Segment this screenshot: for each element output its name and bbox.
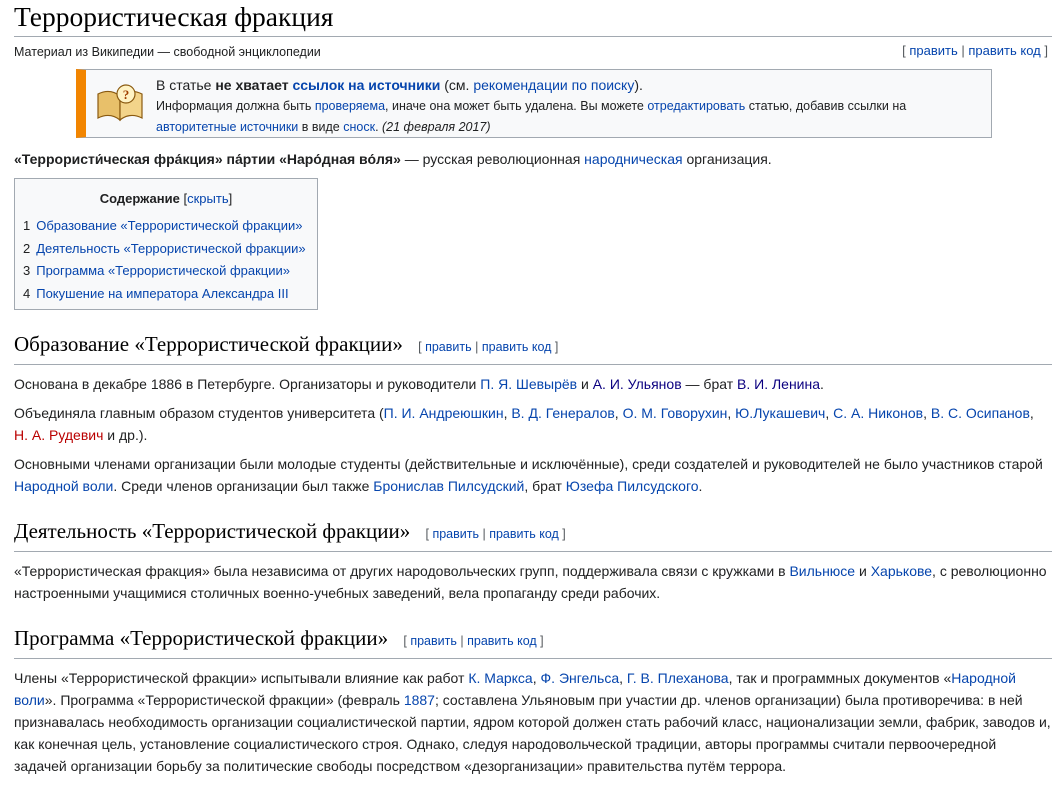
toc-item[interactable]: 4 Покушение на императора Александра III — [23, 286, 289, 302]
person-link[interactable]: П. И. Андреюшкин — [383, 405, 504, 421]
edit-code-link[interactable]: править код — [467, 634, 537, 648]
section-edit-links: [ править | править код ] — [418, 340, 559, 354]
person-link[interactable]: О. М. Говорухин — [622, 405, 728, 421]
edit-code-link[interactable]: править код — [968, 43, 1041, 58]
site-sub-row — [14, 37, 1052, 63]
person-link[interactable]: В. И. Ленина — [737, 376, 821, 392]
section-program — [14, 624, 1052, 777]
site-sub: Материал из Википедии — свободной энциклопедии — [14, 45, 321, 59]
person-link[interactable]: В. С. Осипанов — [930, 405, 1030, 421]
article-link[interactable]: Народной воли — [14, 670, 1016, 708]
paragraph: Основными членами организации были молодые студенты (действительные и исключённые), среди создателей и руководителей не было участников старой Народной воли. Среди членов организации был также Бронислав Пилсудский, брат Юзефа Пилсудского. — [14, 456, 1043, 494]
paragraph: Основана в декабре 1886 в Петербурге. Организаторы и руководители П. Я. Шевырёв и А. И. Ульянов — брат В. И. Ленина. — [14, 376, 824, 392]
year-link[interactable]: 1887 — [403, 692, 435, 708]
paragraph: Объединяла главным образом студентов университета (П. И. Андреюшкин, В. Д. Генералов, О. М. Говорухин, Ю.Лукашевич, С. А. Никонов, В. С. Осипанов, Н. А. Рудевич и др.). — [14, 405, 1034, 443]
search-guide-link[interactable]: рекомендации по поиску — [473, 77, 635, 93]
toc-list — [15, 215, 317, 306]
article-link[interactable]: Народной воли — [14, 478, 114, 494]
toc-item[interactable]: 3 Программа «Террористической фракции» — [23, 263, 291, 279]
sources-link[interactable]: ссылок на источники — [292, 77, 441, 93]
narodnik-link[interactable]: народническая — [584, 151, 683, 167]
person-link[interactable]: С. А. Никонов — [833, 405, 924, 421]
edit-article-link[interactable]: отредактировать — [647, 99, 746, 113]
person-link[interactable]: Юзефа Пилсудского — [565, 478, 699, 494]
city-link[interactable]: Харькове — [870, 563, 933, 579]
book-question-icon — [96, 84, 144, 124]
footnotes-link[interactable]: сноск — [343, 120, 376, 134]
edit-code-link[interactable]: править код — [489, 527, 559, 541]
section-edit-links: [ править | править код ] — [403, 634, 544, 648]
title-edit-links: [ править | править код ] — [902, 43, 1048, 58]
reliable-sources-link[interactable]: авторитетные источники — [156, 120, 299, 134]
table-of-contents: Содержание [скрыть] 1 Образование «Террористической фракции» 2 Деятельность «Террористической фракции» 3 Программа «Террористической фракции» 4 Покушение на императора Александра III — [14, 178, 318, 310]
person-link[interactable]: А. И. Ульянов — [592, 376, 682, 392]
section-activity — [14, 517, 1052, 604]
section-heading: Образование «Террористической фракции» [ править | править код ] — [14, 330, 1052, 365]
city-link[interactable]: Вильнюсе — [789, 563, 856, 579]
svg-text:?: ? — [122, 87, 130, 102]
edit-link[interactable]: править — [432, 527, 479, 541]
person-link[interactable]: Г. В. Плеханова — [626, 670, 729, 686]
toc-item[interactable]: 2 Деятельность «Террористической фракции» — [23, 240, 306, 256]
toc-hide-toggle[interactable]: скрыть — [187, 191, 229, 206]
person-link[interactable]: Ф. Энгельса — [540, 670, 620, 686]
section-heading: Деятельность «Террористической фракции» [ править | править код ] — [14, 517, 1052, 552]
paragraph: «Террористическая фракция» была независима от других народовольческих групп, поддерживала связи с кружками в Вильнюсе и Харькове, с революционно настроенными учащимися столичных военно-учебных заведений, вела пропаганду среди рабочих. — [14, 563, 1047, 601]
section-heading: Программа «Террористической фракции» [ править | править код ] — [14, 624, 1052, 659]
paragraph: Члены «Террористической фракции» испытывали влияние как работ К. Маркса, Ф. Энгельса, Г. В. Плеханова, так и программных документов «Народной воли». Программа «Террористической фракции» (февраль 1887; составлена Ульяновым при участии др. членов организации) была противоречива: в ней признавалась необходимость организации социалистической партии, ядром которой должен стать рабочий класс, национализации земли, фабрик, заводов и, как конечная цель, установление социалистического строя. Однако, следуя народовольческой традиции, авторы программы считали первоочередной задачей организации борьбу за политические свободы посредством «дезорганизации» правительства путём террора. — [14, 670, 1051, 774]
person-link[interactable]: Ю.Лукашевич — [735, 405, 826, 421]
section-edit-links: [ править | править код ] — [425, 527, 566, 541]
edit-link[interactable]: править — [410, 634, 457, 648]
person-link[interactable]: В. Д. Генералов — [511, 405, 615, 421]
person-link[interactable]: Бронислав Пилсудский — [373, 478, 525, 494]
toc-title: Содержание — [99, 191, 180, 206]
person-link[interactable]: П. Я. Шевырёв — [480, 376, 578, 392]
page-title: Террористическая фракция — [14, 0, 1052, 37]
edit-link[interactable]: править — [909, 43, 958, 58]
lead-paragraph: «Террористи́ческая фра́кция» па́ртии «Наро́дная во́ля» — русская революционная народническая организация. — [14, 151, 772, 167]
toc-item[interactable]: 1 Образование «Террористической фракции» — [23, 218, 303, 233]
person-redlink[interactable]: Н. А. Рудевич — [14, 427, 104, 443]
refimprove-notice: ? В статье не хватает ссылок на источники (см. рекомендации по поиску). Информация должна быть проверяема, иначе она может быть удалена. Вы можете отредактировать статью, добавив ссылки на авторитетные источники в виде сноск. (21 февраля 2017) — [76, 69, 992, 138]
edit-link[interactable]: править — [425, 340, 472, 354]
verifiable-link[interactable]: проверяема — [314, 99, 386, 113]
section-formation — [14, 330, 1052, 497]
edit-code-link[interactable]: править код — [481, 340, 552, 354]
person-link[interactable]: К. Маркса — [468, 670, 533, 686]
